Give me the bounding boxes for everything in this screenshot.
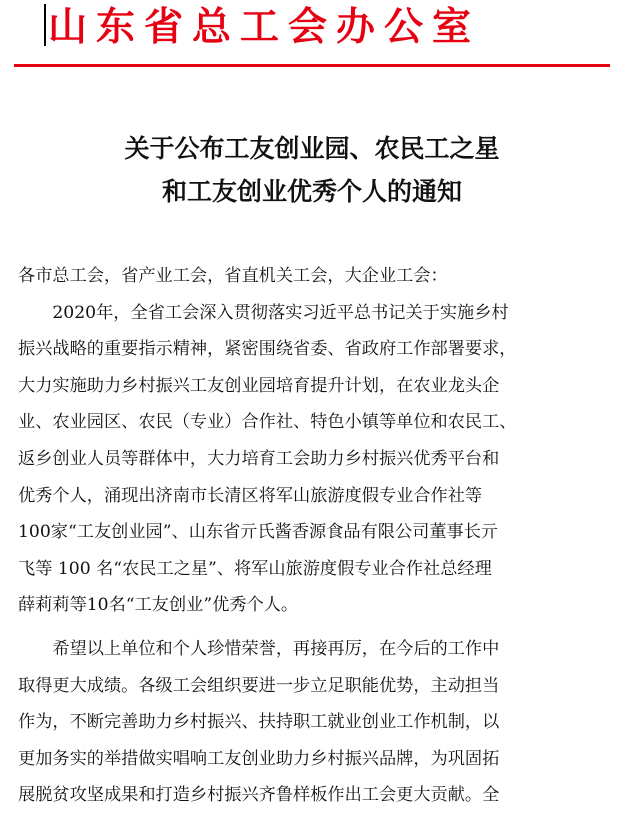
paragraph-1 bbox=[18, 295, 612, 624]
red-divider-line bbox=[14, 64, 610, 67]
paragraph-line: 飞等 100 名“农民工之星”、将军山旅游度假专业合作社总经理 bbox=[18, 558, 492, 579]
notice-title bbox=[0, 127, 624, 213]
document-body bbox=[18, 258, 612, 814]
paragraph-line: 大力实施助力乡村振兴工友创业园培育提升计划，在农业龙头企 bbox=[18, 375, 500, 396]
paragraph-line: 2020年，全省工会深入贯彻落实习近平总书记关于实施乡村 bbox=[18, 302, 509, 323]
paragraph-line: 展脱贫攻坚成果和打造乡村振兴齐鲁样板作出工会更大贡献。全 bbox=[18, 785, 500, 806]
paragraph-line: 薛莉莉等10名“工友创业”优秀个人。 bbox=[18, 595, 299, 616]
paragraph-line: 作为，不断完善助力乡村振兴、扶持职工就业创业工作机制，以 bbox=[18, 712, 500, 733]
paragraph-line: 希望以上单位和个人珍惜荣誉，再接再厉，在今后的工作中 bbox=[18, 638, 500, 659]
paragraph-line: 返乡创业人员等群体中，大力培育工会助力乡村振兴优秀平台和 bbox=[18, 448, 500, 469]
organization-name: 山东省总工会办公室 bbox=[48, 5, 481, 50]
paragraph-line: 业、农业园区、农民（专业）合作社、特色小镇等单位和农民工、 bbox=[18, 412, 517, 433]
paragraph-line: 更加务实的举措做实唱响工友创业助力乡村振兴品牌，为巩固拓 bbox=[18, 748, 500, 769]
notice-title-line-1: 关于公布工友创业园、农民工之星 bbox=[124, 134, 500, 163]
paragraph-line: 优秀个人，涌现出济南市长清区将军山旅游度假专业合作社等 bbox=[18, 485, 483, 506]
salutation: 各市总工会，省产业工会，省直机关工会，大企业工会： bbox=[18, 266, 448, 286]
notice-title-line-2: 和工友创业优秀个人的通知 bbox=[161, 177, 462, 206]
paragraph-line: 100家“工友创业园”、山东省亓氏酱香源食品有限公司董事长亓 bbox=[18, 522, 499, 543]
text-cursor bbox=[44, 4, 46, 46]
letterhead bbox=[0, 0, 624, 68]
paragraph-line: 振兴战略的重要指示精神，紧密围绕省委、省政府工作部署要求， bbox=[18, 339, 517, 360]
paragraph-line: 取得更大成绩。各级工会组织要进一步立足职能优势，主动担当 bbox=[18, 675, 500, 696]
paragraph-2 bbox=[18, 631, 612, 814]
paragraph-spacer bbox=[18, 624, 612, 631]
